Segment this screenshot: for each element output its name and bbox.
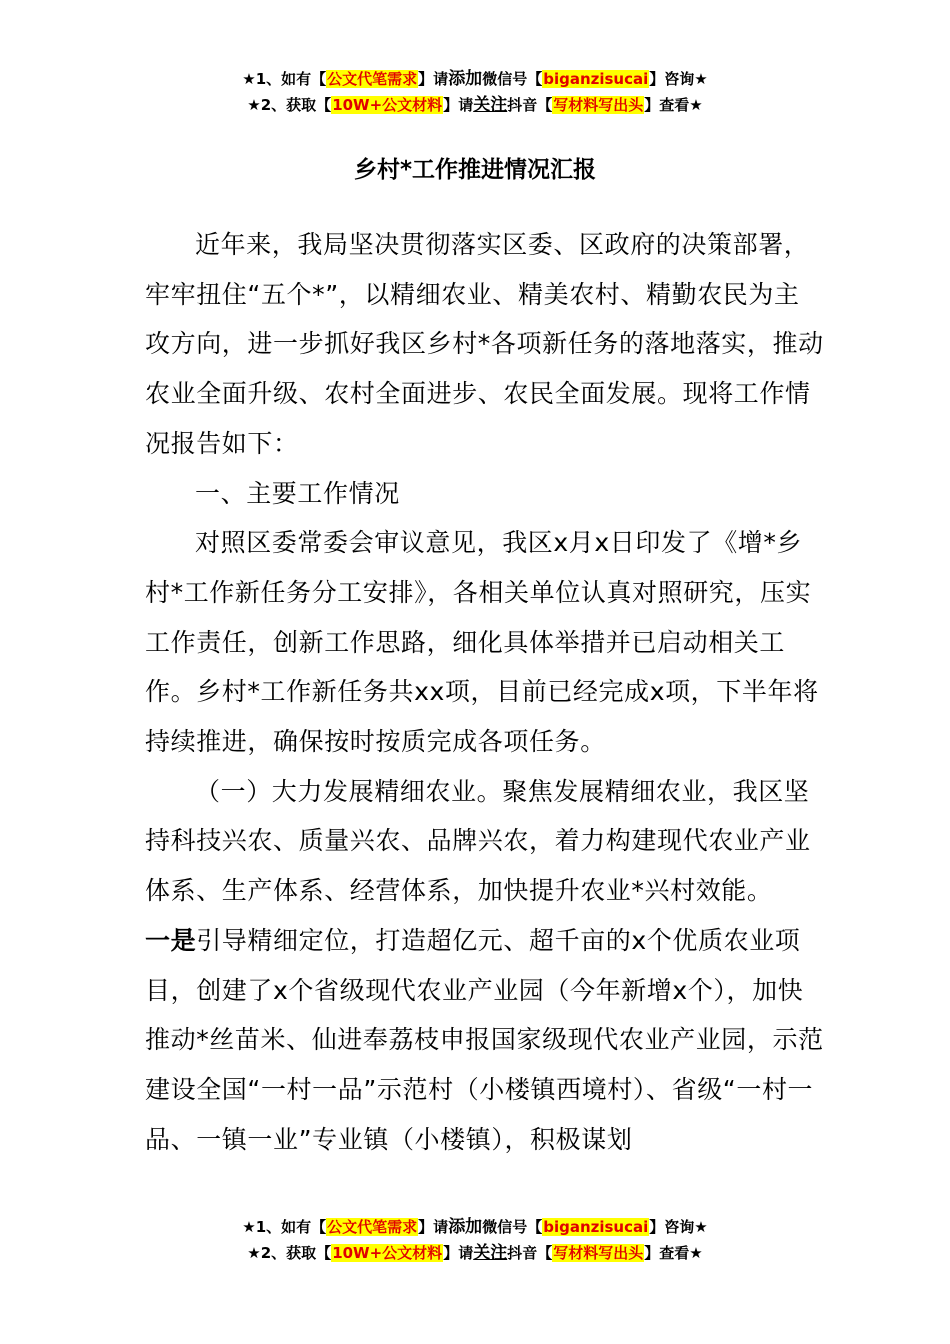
banner-highlight: 10W+公文材料 xyxy=(332,96,443,114)
banner-wechat-id: biganzisucai xyxy=(543,1218,649,1236)
banner-highlight: 写材料写出头 xyxy=(553,96,644,114)
banner-text: 】查看★ xyxy=(644,96,703,114)
banner-emphasis: 关注 xyxy=(473,1243,508,1263)
banner-text: 抖音【 xyxy=(507,1244,553,1262)
footer-banner xyxy=(0,1214,950,1266)
paragraph-intro: 近年来，我局坚决贯彻落实区委、区政府的决策部署，牢牢扭住“五个*”，以精细农业、精美农村、精勤农民为主攻方向，进一步抓好我区乡村*各项新任务的落地落实，推动农业全面升级、农村全面进步、农民全面发展。现将工作情况报告如下： xyxy=(145,230,824,458)
banner-text: 】咨询★ xyxy=(649,70,708,88)
banner-text: 微信号【 xyxy=(482,1218,543,1236)
banner-text: ★2、获取【 xyxy=(247,1244,332,1262)
banner-line-1 xyxy=(0,66,950,92)
paragraph-overview: 对照区委常委会审议意见，我区x月x日印发了《增*乡村*工作新任务分工安排》，各相关单位认真对照研究，压实工作责任，创新工作思路，细化具体举措并已启动相关工作。乡村*工作新任务共xx项，目前已经完成x项，下半年将持续推进，确保按时按质完成各项任务。 xyxy=(145,528,819,757)
banner-text: 】咨询★ xyxy=(649,1218,708,1236)
banner-text: 抖音【 xyxy=(507,96,553,114)
banner-emphasis: 关注 xyxy=(473,95,508,115)
banner-text: 】请 xyxy=(443,1244,474,1262)
banner-text: ★1、如有【 xyxy=(242,70,327,88)
banner-text: ★2、获取【 xyxy=(247,96,332,114)
paragraph-subsection-1: （一）大力发展精细农业。聚焦发展精细农业，我区坚持科技兴农、质量兴农、品牌兴农，着力构建现代农业产业体系、生产体系、经营体系，加快提升农业*兴村效能。 xyxy=(145,776,811,906)
banner-highlight: 写材料写出头 xyxy=(553,1244,644,1262)
document-body xyxy=(145,220,825,1164)
banner-highlight: 公文代笔需求 xyxy=(327,70,418,88)
banner-emphasis: 添加 xyxy=(448,1217,483,1237)
banner-text: 】请 xyxy=(418,70,449,88)
point-text: 引导精细定位，打造超亿元、超千亩的x个优质农业项目，创建了x个省级现代农业产业园（今年新增x个），加快推动*丝苗米、仙进奉荔枝申报国家级现代农业产业园，示范建设全国“一村一品”示范村（小楼镇西境村）、省级“一村一品、一镇一业”专业镇（小楼镇），积极谋划 xyxy=(145,925,824,1154)
banner-text: 】请 xyxy=(418,1218,449,1236)
banner-text: 微信号【 xyxy=(482,70,543,88)
banner-wechat-id: biganzisucai xyxy=(543,70,649,88)
point-lead: 一是 xyxy=(145,925,197,955)
banner-line-1 xyxy=(0,1214,950,1240)
banner-line-2 xyxy=(0,1240,950,1266)
document-title: 乡村*工作推进情况汇报 xyxy=(353,157,597,183)
banner-text: 】请 xyxy=(443,96,474,114)
banner-emphasis: 添加 xyxy=(448,69,483,89)
banner-line-2 xyxy=(0,92,950,118)
banner-highlight: 10W+公文材料 xyxy=(332,1244,443,1262)
paragraph-point-1 xyxy=(145,916,825,1165)
section-heading: 一、主要工作情况 xyxy=(195,478,400,508)
banner-text: 】查看★ xyxy=(644,1244,703,1262)
banner-text: ★1、如有【 xyxy=(242,1218,327,1236)
header-banner xyxy=(0,66,950,118)
banner-highlight: 公文代笔需求 xyxy=(327,1218,418,1236)
